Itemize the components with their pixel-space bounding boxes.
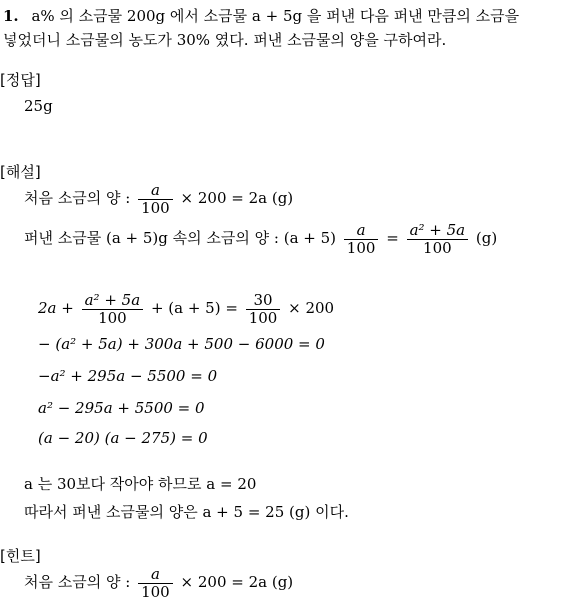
step1-fraction (138, 182, 173, 217)
problem-line-1 (3, 6, 519, 26)
step2-fraction (344, 222, 379, 257)
eq1-fraction-2 (246, 292, 281, 327)
eq1-frac-num: a² + 5a (82, 292, 144, 310)
step1-prefix: 처음 소금의 양 : (24, 189, 131, 207)
answer-heading: [정답] (0, 71, 41, 89)
problem-number: 1. (3, 7, 19, 25)
step2-frac2-den: 100 (423, 238, 452, 257)
hint-frac-den: 100 (141, 582, 170, 601)
step1-suffix: × 200 = 2a (g) (180, 189, 294, 207)
hint-frac-num: a (138, 566, 173, 584)
answer-value: 25g (24, 97, 53, 115)
equation-2: − (a² + 5a) + 300a + 500 − 6000 = 0 (38, 335, 325, 353)
conclusion-1: a 는 30보다 작아야 하므로 a = 20 (24, 475, 257, 493)
hint-suffix: × 200 = 2a (g) (180, 573, 294, 591)
step2-prefix: 퍼낸 소금물 (a + 5)g 속의 소금의 양 : (a + 5) (24, 229, 337, 247)
explanation-step-1 (24, 178, 293, 218)
eq1-fraction (82, 292, 144, 327)
hint-fraction (138, 566, 173, 601)
hint-line (24, 562, 293, 602)
step2-frac-num: a (344, 222, 379, 240)
hint-heading: [힌트] (0, 547, 41, 565)
eq1-prefix: 2a + (38, 299, 74, 317)
step1-frac-den: 100 (141, 198, 170, 217)
step2-frac-den: 100 (346, 238, 376, 257)
explanation-step-2 (24, 218, 497, 258)
eq1-frac-den: 100 (98, 308, 127, 327)
step1-frac-num: a (138, 182, 173, 200)
equation-4: a² − 295a + 5500 = 0 (38, 399, 205, 417)
eq1-frac2-num: 30 (246, 292, 281, 310)
step2-suffix: (g) (475, 229, 498, 247)
eq1-mid: + (a + 5) = (150, 299, 238, 317)
equation-3: −a² + 295a − 5500 = 0 (38, 367, 218, 385)
step2-frac2-num: a² + 5a (407, 222, 469, 240)
eq1-suffix: × 200 (288, 299, 335, 317)
explanation-heading: [해설] (0, 163, 41, 181)
problem-text-1: a% 의 소금물 200g 에서 소금물 a + 5g 을 퍼낸 다음 퍼낸 만큼의 소금을 (31, 7, 520, 25)
step2-fraction-2 (407, 222, 469, 257)
step2-eq: = (386, 229, 399, 247)
eq1-frac2-den: 100 (248, 308, 278, 327)
conclusion-2: 따라서 퍼낸 소금물의 양은 a + 5 = 25 (g) 이다. (24, 503, 349, 521)
hint-prefix: 처음 소금의 양 : (24, 573, 131, 591)
problem-text-2: 넣었더니 소금물의 농도가 30% 였다. 퍼낸 소금물의 양을 구하여라. (3, 31, 447, 49)
equation-1 (38, 288, 334, 328)
equation-5: (a − 20) (a − 275) = 0 (38, 429, 208, 447)
